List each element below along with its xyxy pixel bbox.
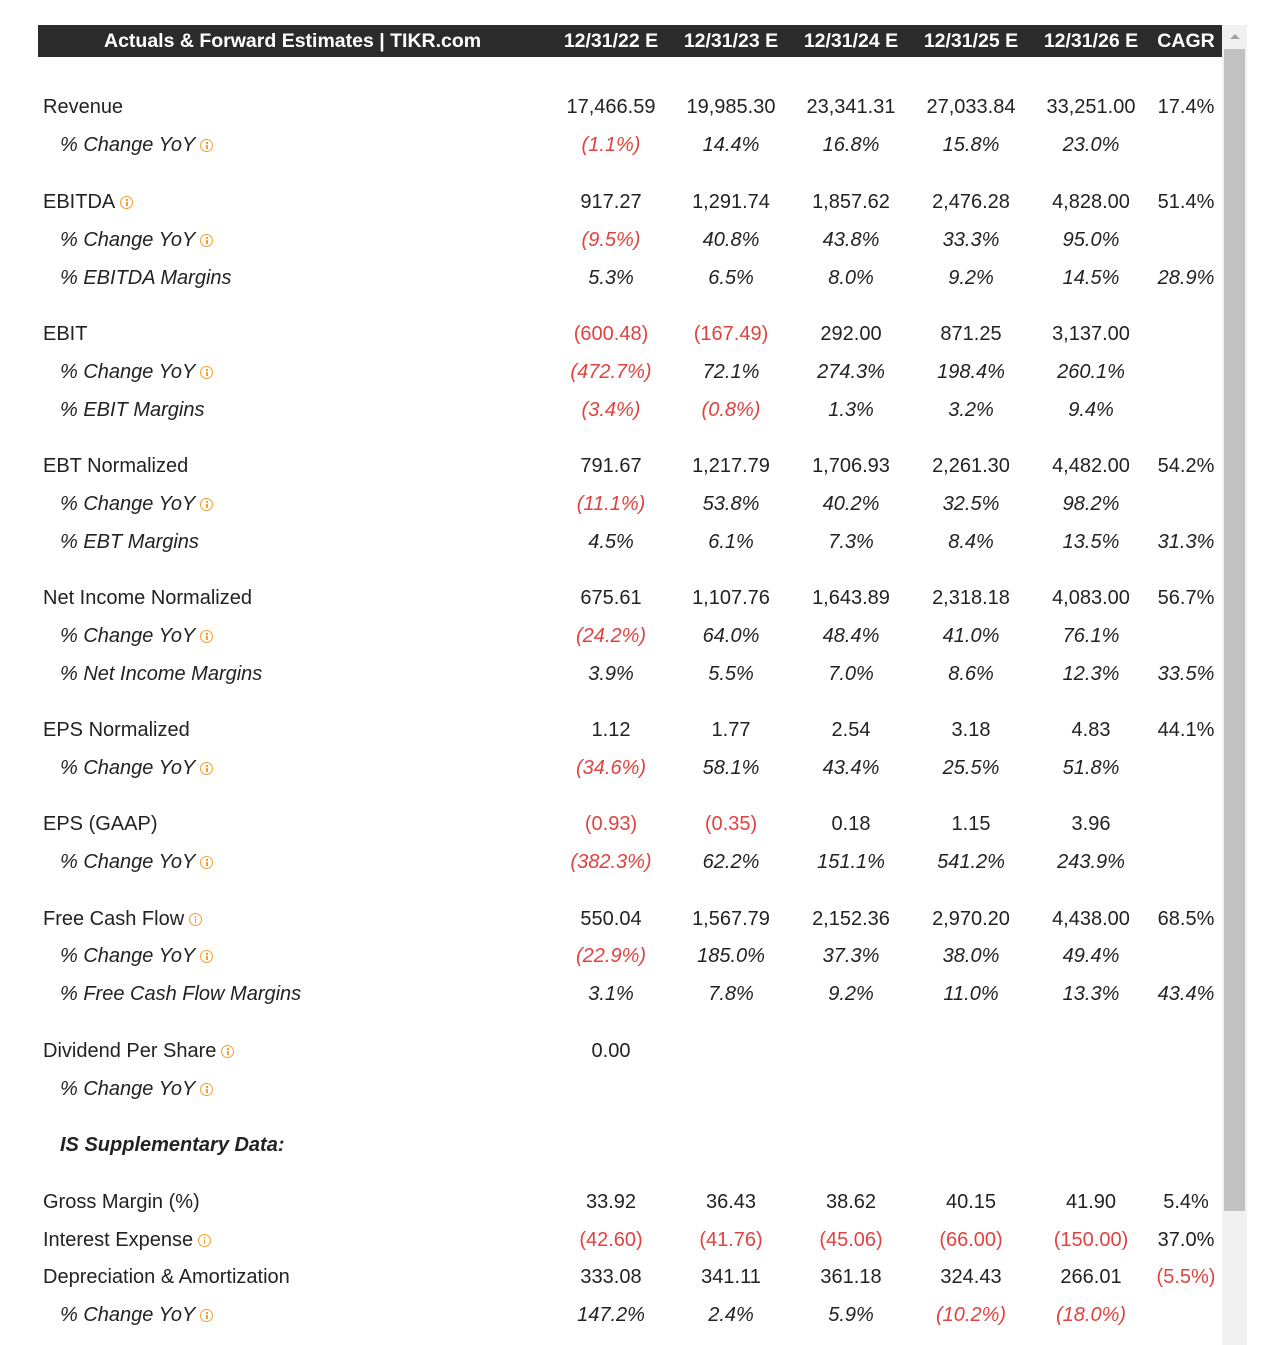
- table-row: [38, 1032, 1222, 1070]
- row-label: [60, 353, 213, 391]
- row-label-text: % Change YoY: [60, 229, 196, 251]
- value-cell: [551, 1126, 671, 1164]
- column-header-2024[interactable]: 12/31/24 E: [803, 30, 899, 52]
- value-cell: 2.4%: [708, 1304, 754, 1326]
- table-row: [38, 900, 1222, 938]
- value-cell: (382.3%): [570, 851, 652, 873]
- table-row: [38, 88, 1222, 126]
- info-icon[interactable]: [200, 762, 213, 775]
- row-label: [60, 655, 262, 693]
- table-row: [38, 523, 1222, 561]
- value-cell: (42.60): [579, 1229, 643, 1251]
- row-label: [43, 183, 133, 221]
- row-label-text: Free Cash Flow: [43, 908, 185, 930]
- table-row: [38, 975, 1222, 1013]
- value-cell: 1.15: [951, 813, 991, 835]
- row-label-text: % Change YoY: [60, 945, 196, 967]
- value-cell: 5.3%: [588, 267, 634, 289]
- row-label-text: % Change YoY: [60, 361, 196, 383]
- row-label: [43, 1258, 290, 1296]
- row-label-text: Revenue: [43, 96, 124, 118]
- value-cell: 12.3%: [1062, 663, 1120, 685]
- row-label: [60, 617, 213, 655]
- row-label: [43, 447, 188, 485]
- table-row: [38, 485, 1222, 523]
- table-row: [38, 353, 1222, 391]
- table-row: [38, 315, 1222, 353]
- column-header-cagr[interactable]: CAGR: [1157, 30, 1215, 52]
- value-cell: 274.3%: [817, 361, 885, 383]
- value-cell: 4.83: [1071, 719, 1111, 741]
- row-label: [60, 1126, 285, 1164]
- cagr-cell: [1151, 353, 1221, 391]
- row-label: [43, 1221, 211, 1259]
- value-cell: 36.43: [705, 1191, 757, 1213]
- value-cell: (24.2%): [575, 625, 647, 647]
- value-cell: 23.0%: [1062, 134, 1120, 156]
- row-label-text: Depreciation & Amortization: [43, 1266, 290, 1288]
- cagr-cell: 51.4%: [1157, 191, 1215, 213]
- value-cell: 14.4%: [702, 134, 760, 156]
- value-cell: (34.6%): [575, 757, 647, 779]
- value-cell: 2,152.36: [812, 908, 890, 930]
- value-cell: 2,970.20: [932, 908, 1010, 930]
- cagr-cell: [1151, 1032, 1221, 1070]
- table-title: Actuals & Forward Estimates | TIKR.com: [104, 30, 482, 52]
- value-cell: 9.2%: [948, 267, 994, 289]
- value-cell: (9.5%): [581, 229, 641, 251]
- info-icon[interactable]: [189, 913, 202, 926]
- value-cell: [911, 1032, 1031, 1070]
- row-label: [60, 937, 213, 975]
- table-row: [38, 391, 1222, 429]
- info-icon[interactable]: [200, 630, 213, 643]
- row-label-text: Net Income Normalized: [43, 587, 252, 609]
- value-cell: 243.9%: [1057, 851, 1125, 873]
- value-cell: (11.1%): [576, 493, 646, 515]
- table-row: [38, 843, 1222, 881]
- info-icon[interactable]: [200, 1083, 213, 1096]
- row-label: [43, 1032, 234, 1070]
- value-cell: 6.5%: [708, 267, 754, 289]
- column-header-2025[interactable]: 12/31/25 E: [923, 30, 1019, 52]
- value-cell: 3.96: [1071, 813, 1111, 835]
- cagr-cell: [1151, 1296, 1221, 1334]
- row-label-text: % Change YoY: [60, 1078, 196, 1100]
- row-label: [60, 1070, 213, 1108]
- value-cell: 33.92: [585, 1191, 637, 1213]
- row-label-text: Gross Margin (%): [43, 1191, 200, 1213]
- value-cell: 2,318.18: [932, 587, 1010, 609]
- value-cell: 333.08: [580, 1266, 642, 1288]
- value-cell: [791, 1126, 911, 1164]
- value-cell: 1,291.74: [692, 191, 770, 213]
- cagr-cell: 56.7%: [1157, 587, 1215, 609]
- table-row: [38, 937, 1222, 975]
- cagr-cell: 68.5%: [1157, 908, 1215, 930]
- row-label-text: % EBT Margins: [60, 531, 199, 553]
- value-cell: 260.1%: [1057, 361, 1125, 383]
- row-label: [43, 315, 87, 353]
- table-row: [38, 1258, 1222, 1296]
- value-cell: 292.00: [820, 323, 882, 345]
- value-cell: 151.1%: [817, 851, 885, 873]
- row-label: [43, 805, 157, 843]
- value-cell: 147.2%: [577, 1304, 645, 1326]
- value-cell: 64.0%: [702, 625, 760, 647]
- value-cell: 40.8%: [702, 229, 760, 251]
- value-cell: 1.3%: [828, 399, 874, 421]
- value-cell: 5.9%: [828, 1304, 874, 1326]
- value-cell: 324.43: [940, 1266, 1002, 1288]
- table-row: [38, 259, 1222, 297]
- value-cell: 13.5%: [1062, 531, 1120, 553]
- value-cell: 675.61: [580, 587, 642, 609]
- cagr-cell: 33.5%: [1157, 663, 1215, 685]
- value-cell: 33.3%: [942, 229, 1000, 251]
- cagr-cell: 54.2%: [1157, 455, 1215, 477]
- row-label-text: Interest Expense: [43, 1229, 194, 1251]
- value-cell: 266.01: [1060, 1266, 1122, 1288]
- cagr-cell: 44.1%: [1157, 719, 1215, 741]
- info-icon[interactable]: [198, 1234, 211, 1247]
- row-label: [43, 900, 202, 938]
- value-cell: (0.93): [584, 813, 638, 835]
- value-cell: 72.1%: [702, 361, 760, 383]
- section-heading-row: [38, 1126, 1222, 1164]
- value-cell: 98.2%: [1062, 493, 1120, 515]
- row-label-text: % Change YoY: [60, 134, 196, 156]
- value-cell: 185.0%: [697, 945, 765, 967]
- value-cell: 4,083.00: [1052, 587, 1130, 609]
- row-label: [43, 711, 190, 749]
- column-header-2023[interactable]: 12/31/23 E: [683, 30, 779, 52]
- value-cell: (45.06): [819, 1229, 883, 1251]
- table-row: [38, 1183, 1222, 1221]
- value-cell: 1,857.62: [812, 191, 890, 213]
- row-label-text: Dividend Per Share: [43, 1040, 217, 1062]
- value-cell: 2.54: [831, 719, 871, 741]
- row-label-text: % EBITDA Margins: [60, 267, 232, 289]
- value-cell: (22.9%): [575, 945, 647, 967]
- vertical-scrollbar[interactable]: [1222, 25, 1247, 1345]
- row-label-text: EBITDA: [43, 191, 116, 213]
- info-icon[interactable]: [120, 196, 133, 209]
- row-label: [60, 975, 301, 1013]
- info-icon[interactable]: [200, 234, 213, 247]
- value-cell: 3.9%: [588, 663, 634, 685]
- value-cell: [911, 1070, 1031, 1108]
- row-label: [60, 126, 213, 164]
- table-row: [38, 617, 1222, 655]
- value-cell: [671, 1032, 791, 1070]
- cagr-cell: 43.4%: [1157, 983, 1215, 1005]
- row-label-text: EPS Normalized: [43, 719, 190, 741]
- row-label-text: % Change YoY: [60, 851, 196, 873]
- value-cell: 95.0%: [1062, 229, 1120, 251]
- table-row: [38, 1296, 1222, 1334]
- value-cell: 41.90: [1065, 1191, 1117, 1213]
- value-cell: 62.2%: [702, 851, 760, 873]
- value-cell: 8.6%: [948, 663, 994, 685]
- value-cell: 41.0%: [942, 625, 1000, 647]
- value-cell: 2,261.30: [932, 455, 1010, 477]
- value-cell: 14.5%: [1062, 267, 1120, 289]
- value-cell: 2,476.28: [932, 191, 1010, 213]
- value-cell: 13.3%: [1062, 983, 1120, 1005]
- row-label: [60, 221, 213, 259]
- value-cell: 76.1%: [1062, 625, 1120, 647]
- table-row: [38, 1070, 1222, 1108]
- row-label: [43, 579, 252, 617]
- value-cell: 7.0%: [828, 663, 874, 685]
- value-cell: 25.5%: [942, 757, 1000, 779]
- row-label-text: % Change YoY: [60, 1304, 196, 1326]
- value-cell: 43.4%: [822, 757, 880, 779]
- value-cell: 5.5%: [708, 663, 754, 685]
- value-cell: (18.0%): [1055, 1304, 1127, 1326]
- column-header-2022[interactable]: 12/31/22 E: [563, 30, 659, 52]
- row-label-text: % Change YoY: [60, 625, 196, 647]
- value-cell: 48.4%: [822, 625, 880, 647]
- value-cell: (600.48): [573, 323, 649, 345]
- value-cell: (10.2%): [935, 1304, 1007, 1326]
- row-label-text: EPS (GAAP): [43, 813, 158, 835]
- row-label: [43, 1183, 200, 1221]
- cagr-cell: [1151, 805, 1221, 843]
- value-cell: 550.04: [580, 908, 642, 930]
- cagr-cell: [1151, 937, 1221, 975]
- value-cell: 38.62: [825, 1191, 877, 1213]
- value-cell: 6.1%: [708, 531, 754, 553]
- table-row: [38, 126, 1222, 164]
- value-cell: 8.4%: [948, 531, 994, 553]
- value-cell: 32.5%: [942, 493, 1000, 515]
- cagr-cell: 28.9%: [1157, 267, 1215, 289]
- value-cell: [671, 1126, 791, 1164]
- table-row: [38, 655, 1222, 693]
- value-cell: 40.2%: [822, 493, 880, 515]
- value-cell: [1031, 1126, 1151, 1164]
- value-cell: (41.76): [699, 1229, 763, 1251]
- table-row: [38, 749, 1222, 787]
- info-icon[interactable]: [200, 1309, 213, 1322]
- cagr-cell: [1151, 617, 1221, 655]
- value-cell: 341.11: [701, 1266, 761, 1288]
- value-cell: [791, 1032, 911, 1070]
- value-cell: 27,033.84: [926, 96, 1016, 118]
- row-label: [43, 88, 123, 126]
- scroll-up-arrow-icon[interactable]: [1222, 25, 1247, 49]
- cagr-cell: [1151, 1126, 1221, 1164]
- cagr-cell: 5.4%: [1163, 1191, 1209, 1213]
- value-cell: 7.8%: [708, 983, 754, 1005]
- value-cell: 11.0%: [943, 983, 999, 1005]
- row-label: [60, 391, 204, 429]
- table-row: [38, 805, 1222, 843]
- cagr-cell: [1151, 1070, 1221, 1108]
- value-cell: 17,466.59: [566, 96, 656, 118]
- value-cell: 541.2%: [937, 851, 1005, 873]
- info-icon[interactable]: [200, 366, 213, 379]
- value-cell: 3.1%: [588, 983, 634, 1005]
- cagr-cell: [1151, 221, 1221, 259]
- cagr-cell: (5.5%): [1156, 1266, 1216, 1288]
- value-cell: 8.0%: [828, 267, 874, 289]
- row-label-text: % EBIT Margins: [60, 399, 205, 421]
- value-cell: 4.5%: [588, 531, 634, 553]
- value-cell: [791, 1070, 911, 1108]
- value-cell: 871.25: [940, 323, 1002, 345]
- value-cell: (0.8%): [701, 399, 761, 421]
- cagr-cell: 37.0%: [1157, 1229, 1215, 1251]
- value-cell: 4,438.00: [1052, 908, 1130, 930]
- value-cell: [1031, 1070, 1151, 1108]
- value-cell: 791.67: [580, 455, 642, 477]
- row-label-text: IS Supplementary Data:: [60, 1134, 285, 1156]
- value-cell: [911, 1126, 1031, 1164]
- value-cell: (1.1%): [581, 134, 641, 156]
- value-cell: 3.2%: [948, 399, 994, 421]
- value-cell: (472.7%): [570, 361, 652, 383]
- value-cell: 49.4%: [1062, 945, 1120, 967]
- row-label-text: % Change YoY: [60, 493, 196, 515]
- row-label: [60, 259, 232, 297]
- row-label-text: EBIT: [43, 323, 88, 345]
- value-cell: (66.00): [939, 1229, 1003, 1251]
- value-cell: 37.3%: [822, 945, 880, 967]
- value-cell: (150.00): [1053, 1229, 1129, 1251]
- cagr-cell: [1151, 485, 1221, 523]
- value-cell: [1031, 1032, 1151, 1070]
- info-icon[interactable]: [221, 1045, 234, 1058]
- cagr-cell: [1151, 126, 1221, 164]
- value-cell: 9.2%: [828, 983, 874, 1005]
- value-cell: 40.15: [945, 1191, 997, 1213]
- table-row: [38, 579, 1222, 617]
- value-cell: 1,706.93: [812, 455, 890, 477]
- cagr-cell: [1151, 315, 1221, 353]
- row-label-text: % Free Cash Flow Margins: [60, 983, 302, 1005]
- value-cell: 361.18: [820, 1266, 882, 1288]
- value-cell: 4,482.00: [1052, 455, 1130, 477]
- value-cell: 1,107.76: [692, 587, 770, 609]
- value-cell: (3.4%): [581, 399, 641, 421]
- table-row: [38, 221, 1222, 259]
- row-label: [60, 843, 213, 881]
- scrollbar-thumb[interactable]: [1224, 49, 1245, 1211]
- value-cell: 1.12: [591, 719, 631, 741]
- table-row: [38, 1221, 1222, 1259]
- row-label: [60, 523, 199, 561]
- row-label-text: % Change YoY: [60, 757, 196, 779]
- cagr-cell: [1151, 749, 1221, 787]
- row-label: [60, 1296, 213, 1334]
- value-cell: 16.8%: [822, 134, 880, 156]
- column-header-2026[interactable]: 12/31/26 E: [1043, 30, 1139, 52]
- value-cell: 53.8%: [702, 493, 760, 515]
- value-cell: 1,643.89: [812, 587, 890, 609]
- cagr-cell: 31.3%: [1157, 531, 1215, 553]
- value-cell: 3.18: [951, 719, 991, 741]
- value-cell: 33,251.00: [1046, 96, 1136, 118]
- cagr-cell: [1151, 391, 1221, 429]
- row-label: [60, 749, 213, 787]
- value-cell: 23,341.31: [806, 96, 896, 118]
- value-cell: 19,985.30: [686, 96, 776, 118]
- value-cell: 58.1%: [702, 757, 760, 779]
- value-cell: 198.4%: [937, 361, 1005, 383]
- table-row: [38, 183, 1222, 221]
- row-label-text: EBT Normalized: [43, 455, 189, 477]
- info-icon[interactable]: [200, 950, 213, 963]
- info-icon[interactable]: [200, 856, 213, 869]
- value-cell: 917.27: [580, 191, 642, 213]
- value-cell: 43.8%: [822, 229, 880, 251]
- row-label: [60, 485, 213, 523]
- value-cell: [551, 1070, 671, 1108]
- value-cell: 7.3%: [828, 531, 874, 553]
- value-cell: 0.00: [591, 1040, 631, 1062]
- info-icon[interactable]: [200, 139, 213, 152]
- info-icon[interactable]: [200, 498, 213, 511]
- value-cell: 15.8%: [942, 134, 1000, 156]
- value-cell: [671, 1070, 791, 1108]
- cagr-cell: 17.4%: [1157, 96, 1215, 118]
- value-cell: (0.35): [704, 813, 758, 835]
- table-row: [38, 447, 1222, 485]
- value-cell: 9.4%: [1068, 399, 1114, 421]
- cagr-cell: [1151, 843, 1221, 881]
- value-cell: 1,567.79: [692, 908, 770, 930]
- value-cell: 38.0%: [942, 945, 1000, 967]
- value-cell: 1.77: [711, 719, 751, 741]
- value-cell: 51.8%: [1062, 757, 1120, 779]
- value-cell: 0.18: [831, 813, 871, 835]
- table-row: [38, 711, 1222, 749]
- value-cell: 4,828.00: [1052, 191, 1130, 213]
- value-cell: 3,137.00: [1052, 323, 1130, 345]
- value-cell: (167.49): [693, 323, 769, 345]
- row-label-text: % Net Income Margins: [60, 663, 263, 685]
- value-cell: 1,217.79: [692, 455, 770, 477]
